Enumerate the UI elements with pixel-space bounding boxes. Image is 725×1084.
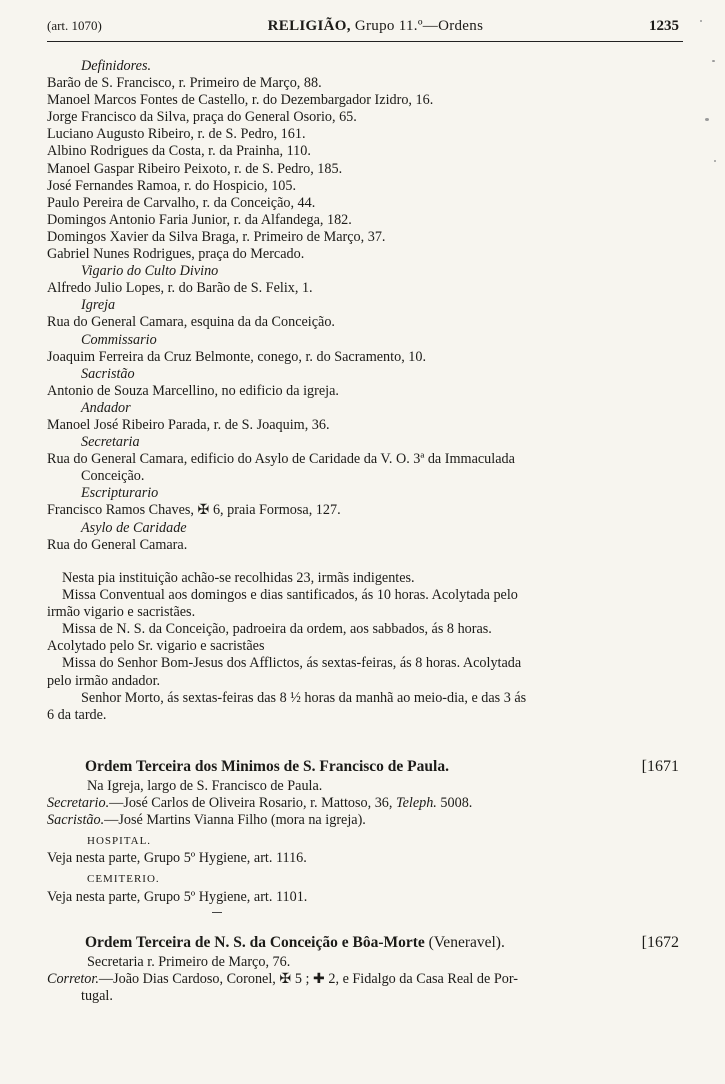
print-speck (705, 118, 709, 121)
section-title-main: Ordem Terceira de N. S. da Conceição e Bôa-Morte (85, 934, 425, 951)
definidor-entry: Domingos Antonio Faria Junior, r. da Alfandega, 182. (47, 211, 352, 228)
vigario-label: Vigario do Culto Divino (81, 263, 219, 280)
sacristao-label: Sacristão. (47, 812, 105, 829)
section-heading-1671 (47, 758, 679, 776)
notes-paragraph (47, 570, 677, 724)
secretario-line (47, 795, 677, 812)
corretor-line (47, 971, 677, 988)
secretaria-line: Secretaria r. Primeiro de Março, 76. (87, 954, 291, 970)
asylo-entry: Rua do General Camara. (47, 536, 188, 553)
section-title: Ordem Terceira dos Minimos de S. Francisco de Paula. (85, 758, 449, 775)
note-line: Missa de N. S. da Conceição, padroeira da ordem, aos sabbados, ás 8 horas. (62, 621, 492, 638)
section-continuation (47, 58, 677, 554)
andador-label: Andador (81, 399, 131, 416)
definidor-entry: Manoel Marcos Fontes de Castello, r. do Dezembargador Izidro, 16. (47, 92, 434, 109)
secretario-label: Secretario. (47, 795, 110, 812)
sacristao-label: Sacristão (81, 365, 135, 382)
section-title-suffix: (Veneravel). (428, 934, 505, 951)
cemiterio-text: Veja nesta parte, Grupo 5º Hygiene, art. 1101. (47, 888, 308, 905)
article-number: [1671 (641, 758, 679, 775)
running-header (47, 18, 679, 38)
article-number: [1672 (641, 934, 679, 951)
header-rule (47, 41, 683, 42)
hospital-label: HOSPITAL. (87, 835, 152, 848)
sacristao-line (47, 812, 677, 829)
definidor-entry: Jorge Francisco da Silva, praça do General Osorio, 65. (47, 109, 357, 126)
address-line: Na Igreja, largo de S. Francisco de Paula. (87, 778, 323, 794)
secretario-text: —José Carlos de Oliveira Rosario, r. Mattoso, 36, (109, 795, 393, 812)
definidor-entry: Luciano Augusto Ribeiro, r. de S. Pedro, 161. (47, 126, 306, 143)
teleph-number: 5008. (440, 795, 473, 812)
secretaria-label: Secretaria (81, 434, 140, 451)
note-line: Missa do Senhor Bom-Jesus dos Afflictos, ás sextas-feiras, ás 8 horas. Acolytada (62, 655, 522, 672)
note-line: Missa Conventual aos domingos e dias santificados, ás 10 horas. Acolytada pelo (62, 587, 518, 604)
corretor-cont: tugal. (81, 988, 113, 1005)
escripturario-label: Escripturario (81, 485, 159, 502)
section-heading-1672 (47, 934, 679, 952)
secretaria-entry: Rua do General Camara, edificio do Asylo de Caridade da V. O. 3ª da Immaculada (47, 451, 515, 468)
print-speck (700, 20, 702, 22)
cemiterio-label: CEMITERIO. (87, 873, 160, 886)
print-speck (714, 160, 716, 162)
note-line: Senhor Morto, ás sextas-feiras das 8 ½ horas da manhã ao meio-dia, e das 3 ás (81, 689, 527, 706)
secretaria-entry-cont: Conceição. (81, 468, 145, 485)
sacristao-entry: Antonio de Souza Marcellino, no edificio da igreja. (47, 382, 339, 399)
separator-dash (212, 912, 222, 913)
vigario-entry: Alfredo Julio Lopes, r. do Barão de S. Felix, 1. (47, 280, 313, 297)
asylo-label: Asylo de Caridade (81, 519, 187, 536)
escripturario-entry: Francisco Ramos Chaves, ✠ 6, praia Formosa, 127. (47, 502, 341, 519)
section-body-1672 (47, 954, 677, 1005)
igreja-entry: Rua do General Camara, esquina da da Conceição. (47, 314, 335, 331)
definidor-entry: Barão de S. Francisco, r. Primeiro de Março, 88. (47, 75, 322, 92)
page-number: 1235 (649, 18, 679, 34)
hospital-text: Veja nesta parte, Grupo 5º Hygiene, art. 1116. (47, 850, 307, 867)
header-section: RELIGIÃO, (267, 18, 351, 34)
print-speck (712, 60, 715, 62)
note-line: pelo irmão andador. (47, 672, 161, 689)
definidores-label: Definidores. (81, 58, 152, 74)
note-line: Acolytado pelo Sr. vigario e sacristães (47, 638, 265, 655)
definidor-entry: Albino Rodrigues da Costa, r. da Prainha, 110. (47, 143, 311, 160)
definidor-entry: Paulo Pereira de Carvalho, r. da Conceição, 44. (47, 194, 316, 211)
definidor-entry: Manoel Gaspar Ribeiro Peixoto, r. de S. Pedro, 185. (47, 160, 343, 177)
corretor-text: —João Dias Cardoso, Coronel, ✠ 5 ; ✚ 2, e Fidalgo da Casa Real de Por- (98, 971, 519, 988)
note-line: 6 da tarde. (47, 706, 107, 723)
definidor-entry: José Fernandes Ramoa, r. do Hospicio, 105. (47, 177, 297, 194)
header-title (268, 18, 484, 35)
sacristao-text: —José Martins Vianna Filho (mora na igreja). (104, 812, 366, 829)
definidor-entry: Domingos Xavier da Silva Braga, r. Primeiro de Março, 37. (47, 228, 386, 245)
teleph-label: Teleph. (396, 795, 437, 812)
header-group: Grupo 11.º—Ordens (354, 18, 484, 34)
commissario-label: Commissario (81, 331, 157, 348)
definidor-entry: Gabriel Nunes Rodrigues, praça do Mercado. (47, 246, 305, 263)
corretor-label: Corretor. (47, 971, 99, 988)
section-body-1671 (47, 778, 677, 906)
section-title (47, 934, 505, 952)
note-line: Nesta pia instituição achão-se recolhidas 23, irmãs indigentes. (62, 570, 415, 586)
andador-entry: Manoel José Ribeiro Parada, r. de S. Joaquim, 36. (47, 416, 330, 433)
commissario-entry: Joaquim Ferreira da Cruz Belmonte, conego, r. do Sacramento, 10. (47, 348, 427, 365)
article-range: (art. 1070) (47, 18, 102, 33)
igreja-label: Igreja (81, 297, 116, 314)
note-line: irmão vigario e sacristães. (47, 604, 196, 621)
